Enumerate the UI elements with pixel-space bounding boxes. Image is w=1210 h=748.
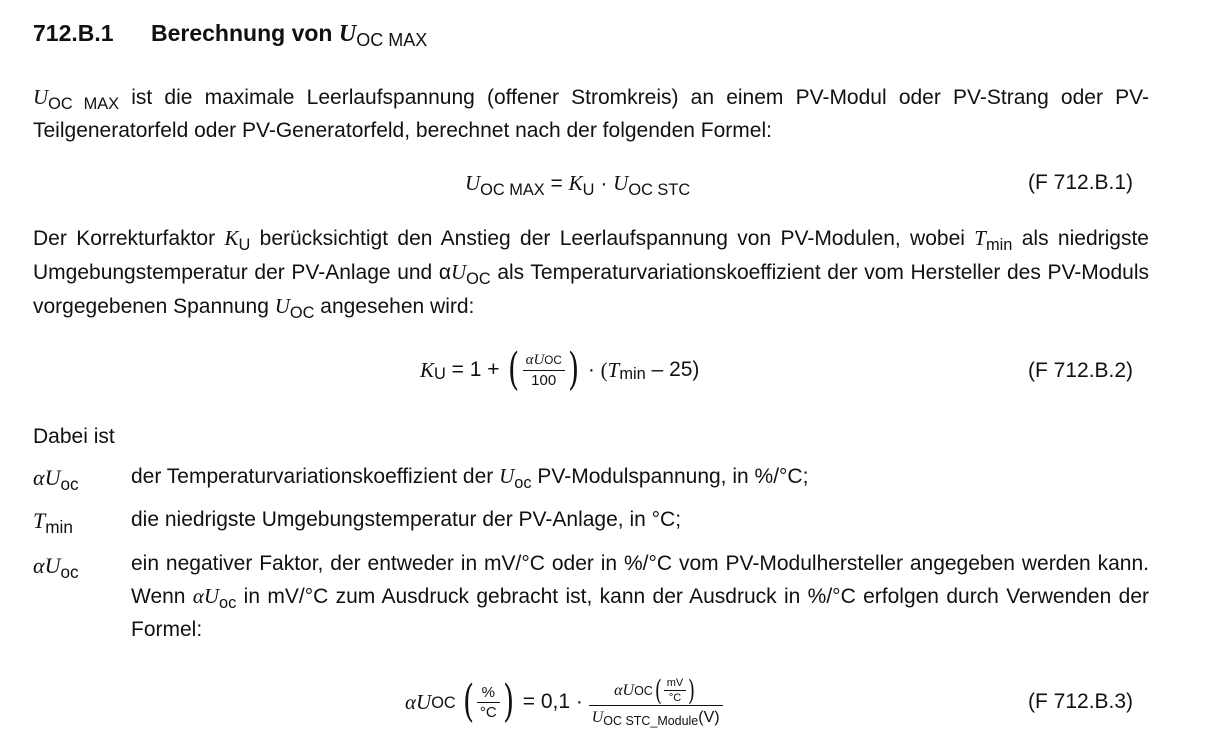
section-title-text: Berechnung von <box>151 20 339 46</box>
formula-operator: · <box>581 358 601 381</box>
fraction-numerator: mV <box>664 677 687 691</box>
paren-close-icon: ) <box>688 673 696 707</box>
formula-symbol: U <box>533 352 545 368</box>
symbol-u: U <box>44 553 61 578</box>
symbol-u: U <box>33 85 49 109</box>
definition-symbol <box>33 553 79 582</box>
paragraph-text: als Temperaturvariationskoeffizient der vom Hersteller des PV-Moduls vorgegebenen Spannung <box>33 261 1149 318</box>
formula-operator: = <box>544 172 569 195</box>
definition-text <box>131 460 1149 494</box>
fraction-denominator: °C <box>668 692 682 704</box>
unit-fraction <box>664 677 687 704</box>
formula-subscript: U <box>582 180 595 199</box>
subscript-oc: oc <box>514 473 532 492</box>
symbol-alpha: α <box>33 465 45 490</box>
formula-subscript: OC MAX <box>480 180 545 199</box>
subscript-oc: OC <box>289 303 315 322</box>
formula-subscript: min <box>619 365 646 384</box>
definition-symbol <box>33 465 79 494</box>
main-fraction <box>589 673 723 729</box>
section-number: 712.B.1 <box>33 20 114 46</box>
formula-symbol: K <box>568 171 583 195</box>
subscript-oc-max: OC MAX <box>48 94 120 113</box>
symbol-u: U <box>274 294 290 318</box>
formula-subscript: OC STC <box>628 180 691 199</box>
paragraph-text: berücksichtigt den Anstieg der Leerlaufspannung von PV-Modulen, wobei <box>250 227 975 250</box>
paren-open-icon: ( <box>462 676 474 727</box>
formula-symbol: K <box>420 357 435 382</box>
symbol-alpha: α <box>33 553 45 578</box>
equation-number: (F 712.B.3) <box>1028 690 1134 713</box>
equation-number: (F 712.B.2) <box>1028 359 1134 382</box>
formula-operator: = 0,1 · <box>516 690 589 713</box>
subscript-u: U <box>238 235 251 254</box>
symbol-u: U <box>44 465 61 490</box>
formula-subscript: OC <box>431 694 456 713</box>
symbol-t: T <box>33 508 46 533</box>
formula-subscript: OC <box>544 354 562 367</box>
definition-text-part: ein negativer Faktor, der entweder in mV/°C oder in %/°C vom PV-Modulhersteller angegeben werden kann. Wenn <box>131 552 1149 608</box>
symbol-alpha: α <box>525 352 534 368</box>
formula-f712b3 <box>405 670 723 734</box>
formula-symbol: U <box>591 709 604 726</box>
fraction-denominator: 100 <box>531 372 557 389</box>
paren-open-icon: ( <box>654 673 662 707</box>
formula-operator: · <box>594 172 614 195</box>
formula-subscript: OC STC_Module <box>603 714 699 729</box>
fraction-numerator <box>589 673 723 707</box>
symbol-alpha: α <box>438 261 451 284</box>
formula-operator: – 25) <box>645 358 700 381</box>
definition-text-part: die niedrigste Umgebungstemperatur der PV-Anlage, in °C; <box>131 508 682 531</box>
subscript-min: min <box>985 235 1013 254</box>
paragraph-text: ist die maximale Leerlaufspannung (offener Stromkreis) an einem PV-Modul oder PV-Strang oder PV-Teilgeneratorfeld oder PV-Generatorfeld, berechnet nach der folgenden Formel: <box>33 86 1149 142</box>
formula-unit: (V) <box>698 709 720 726</box>
formula-f712b1 <box>465 171 691 199</box>
symbol-u: U <box>499 464 515 488</box>
formula-symbol: U <box>416 689 432 714</box>
subscript-oc: oc <box>219 593 237 612</box>
formula-subscript: OC <box>634 683 653 698</box>
paragraph-text: angesehen wird: <box>314 295 475 318</box>
fraction-numerator: % <box>477 684 500 703</box>
paragraph-uoc-max-definition <box>33 81 1149 147</box>
paragraph-correction-factor <box>33 222 1149 324</box>
formula-operator: = 1 + <box>445 358 506 381</box>
equation-number: (F 712.B.1) <box>1028 171 1134 194</box>
paren-open-icon: ( <box>508 344 520 395</box>
symbol-u: U <box>203 584 220 608</box>
symbol-t: T <box>974 226 986 250</box>
paren-close-icon: ) <box>502 676 514 727</box>
fraction-denominator: °C <box>479 703 497 721</box>
definition-text-part: der Temperaturvariationskoeffizient der <box>131 465 500 488</box>
symbol-alpha: α <box>192 584 204 608</box>
formula-symbol: U <box>613 171 629 195</box>
fraction-denominator <box>589 706 723 727</box>
section-heading <box>33 20 427 48</box>
definition-text-part: PV-Modulspannung, in %/°C; <box>531 465 809 488</box>
fraction-numerator <box>523 351 565 371</box>
subscript-min: min <box>45 516 73 537</box>
definition-symbol <box>33 508 73 537</box>
formula-symbol: U <box>465 171 481 195</box>
definition-text <box>131 504 1149 536</box>
symbol-alpha: α <box>614 681 623 699</box>
section-title-symbol: U <box>338 21 357 47</box>
symbol-alpha: α <box>405 689 417 714</box>
definition-text <box>131 548 1149 646</box>
formula-f712b2 <box>420 344 699 396</box>
formula-subscript: U <box>434 365 446 384</box>
section-title-subscript: OC MAX <box>356 30 428 50</box>
symbol-u: U <box>451 260 467 284</box>
dabei-ist-label: Dabei ist <box>33 425 115 448</box>
paragraph-text: als niedrigste Umgebungstemperatur der PV-Anlage und <box>33 227 1149 284</box>
formula-operator: ( <box>600 357 608 382</box>
subscript-oc: oc <box>60 561 79 582</box>
subscript-oc: OC <box>466 269 491 288</box>
fraction <box>523 351 565 389</box>
formula-symbol: T <box>607 357 620 382</box>
definition-text-part: in mV/°C zum Ausdruck gebracht ist, kann der Ausdruck in %/°C erfolgen durch Verwenden der Formel: <box>131 585 1149 641</box>
paragraph-text: Der Korrekturfaktor <box>33 227 225 250</box>
subscript-oc: oc <box>60 473 79 494</box>
unit-fraction <box>477 684 500 721</box>
formula-symbol: U <box>622 681 635 699</box>
paren-close-icon: ) <box>567 344 579 395</box>
symbol-k: K <box>224 226 239 250</box>
